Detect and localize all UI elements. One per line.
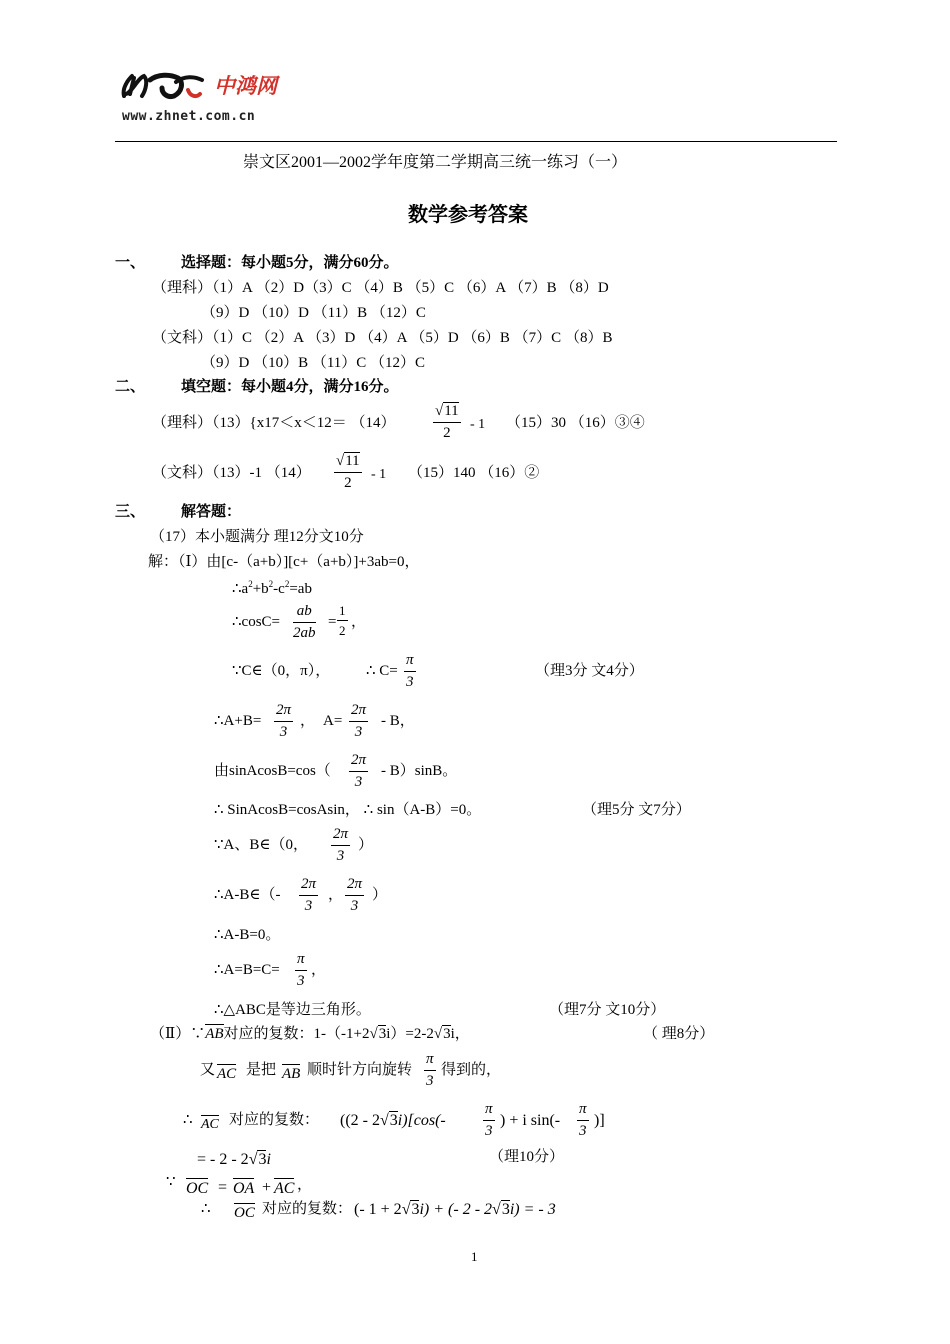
half-fraction: $\frac{1}{2}$ (339, 603, 346, 638)
solution-line-14-b: 是把 (246, 1062, 277, 1078)
solution-line-4: ∵C∈（0，π）， (232, 663, 331, 679)
solution-line-17-eq: = (218, 1179, 228, 1196)
solution-line-11-b: ， (311, 962, 327, 978)
fill-li-fraction: $\frac{√11}{2}$ (435, 403, 459, 441)
pi-over-3-fraction-4: $\frac{\pi}{3}$ (485, 1101, 493, 1139)
choice-li-row-2: （9）D （10）D （11）B （12）C (201, 305, 426, 321)
solution-line-17-comma: ， (297, 1177, 313, 1193)
two-pi-over-3-fraction-4: $\frac{2\pi}{3}$ (333, 826, 349, 864)
vector-oa: OA (233, 1180, 255, 1197)
solution-line-9-a: ∴A-B∈（- (214, 887, 281, 903)
solution-line-4-c: ∴ C= (366, 663, 398, 679)
solution-line-12: ∴△ABC是等边三角形。 (214, 1002, 371, 1018)
vector-ac-3: AC (274, 1180, 295, 1197)
header-rule (115, 141, 837, 142)
solution-line-7: ∴ SinAcosB=cosAsin， ∴ sin（A-B）=0。 (214, 802, 482, 818)
vector-ac-2: AC (201, 1117, 219, 1132)
logo-url: www.zhnet.com.cn (122, 109, 256, 124)
solution-line-14-d: 得到的， (441, 1062, 502, 1078)
solution-line-9-b: ， (328, 887, 344, 903)
score-4: （ 理8分） (643, 1026, 715, 1042)
score-2: （理5分 文7分） (582, 802, 691, 818)
logo-brand: 中鸿网 (214, 74, 277, 98)
solution-line-15-a: ∴ (183, 1112, 193, 1128)
solution-line-17-plus: + (262, 1179, 272, 1196)
two-pi-over-3-fraction-2: $\frac{2\pi}{3}$ (351, 702, 367, 740)
section-3-title: 解答题： (181, 504, 242, 520)
solution-line-2: $\therefore a^2+b^2-c^2=ab$ (232, 579, 312, 597)
two-pi-over-3-fraction-1: $\frac{2\pi}{3}$ (276, 702, 292, 740)
page-number: 1 (471, 1249, 478, 1264)
vector-oc-2: OC (234, 1205, 255, 1221)
solution-line-5-c: A= (323, 713, 343, 729)
choice-li-row-1: （理科）（1）A （2）D（3）C （4）B （5）C （6）A （7）B （8）D (152, 280, 609, 296)
pi-over-3-fraction-5: $\frac{\pi}{3}$ (579, 1101, 587, 1139)
section-2-title: 填空题：每小题4分，满分16分。 (181, 379, 399, 395)
solution-line-15-formula-c: )] (594, 1112, 605, 1129)
solution-line-9-c: ） (372, 887, 388, 903)
solution-line-5-a: ∴A+B= (214, 713, 262, 729)
solution-line-18-b: 对应的复数： (262, 1201, 353, 1217)
vector-ab: AB (282, 1066, 301, 1082)
solution-line-10: ∴A-B=0。 (214, 927, 281, 943)
choice-wen-row-1: （文科）（1）C （2）A （3）D （4）A （5）D （6）B （7）C （8）B (152, 330, 613, 346)
pi-over-3-fraction: $\frac{\pi}{3}$ (406, 652, 414, 690)
solution-line-13: （Ⅱ）∵AB对应的复数：1-（-1+2√3i）=2-2√3i， (150, 1026, 470, 1042)
solution-line-15-formula-b: ) + i sin(- (500, 1112, 561, 1129)
solution-line-15-formula-a: ((2 - 2√3i)[cos(- (340, 1112, 446, 1129)
solution-line-11-a: ∴A=B=C= (214, 962, 280, 978)
page-title: 数学参考答案 (408, 204, 528, 226)
section-1-number: 一、 (115, 255, 146, 271)
q17-header: （17）本小题满分 理12分文10分 (150, 529, 364, 545)
two-pi-over-3-fraction-3: $\frac{2\pi}{3}$ (351, 752, 367, 790)
solution-line-16: = - 2 - 2√3i (197, 1151, 271, 1168)
score-1: （理3分 文4分） (535, 663, 644, 679)
fill-wen-fraction: $\frac{√11}{2}$ (336, 453, 360, 491)
pi-over-3-fraction-2: $\frac{\pi}{3}$ (297, 951, 305, 989)
vector-ac: AC (217, 1066, 237, 1082)
solution-line-5-b: ， (300, 713, 316, 729)
solution-line-15-b: 对应的复数： (229, 1112, 320, 1128)
solution-line-6-b: - B）sinB。 (381, 763, 458, 779)
fill-wen-minus: - 1 (371, 467, 387, 482)
solution-line-3-label: ∴cosC= (232, 614, 281, 630)
section-1-title: 选择题：每小题5分，满分60分。 (181, 255, 399, 271)
solution-line-1: 解：（Ⅰ）由[c-（a+b）][c+（a+b）]+3ab=0， (148, 554, 420, 570)
vector-oc: OC (186, 1180, 209, 1197)
score-3: （理7分 文10分） (549, 1002, 666, 1018)
section-2-number: 二、 (115, 379, 146, 395)
cos-fraction: $\frac{ab}{2ab}$ (293, 603, 316, 641)
comma: ， (351, 614, 367, 630)
solution-line-14-a: 又 (200, 1062, 216, 1078)
fill-li-part-a: （理科）（13）{x17＜x＜12＝ （14） (152, 415, 396, 431)
fill-li-part-b: （15）30 （16）③④ (506, 415, 645, 431)
solution-line-5-d: - B， (381, 713, 415, 729)
solution-line-6-a: 由sinAcosB=cos（ (214, 763, 331, 779)
choice-wen-row-2: （9）D （10）B （11）C （12）C (201, 355, 426, 371)
two-pi-over-3-fraction-6: $\frac{2\pi}{3}$ (347, 876, 363, 914)
pi-over-3-fraction-3: $\frac{\pi}{3}$ (426, 1051, 434, 1089)
fill-wen-part-a: （文科）（13）-1 （14） (152, 465, 311, 481)
fill-li-minus: - 1 (470, 417, 486, 432)
solution-line-8-a: ∵A、B∈（0， (214, 837, 308, 853)
solution-line-18-a: ∴ (201, 1201, 211, 1217)
solution-line-18-formula: (- 1 + 2√3i) + (- 2 - 2√3i) = - 3 (354, 1201, 556, 1218)
solution-line-8-b: ） (358, 837, 374, 853)
solution-line-14-c: 顺时针方向旋转 (307, 1062, 413, 1078)
section-3-number: 三、 (115, 504, 146, 520)
score-5: （理10分） (489, 1149, 565, 1165)
solution-line-17-a: ∵ (166, 1174, 176, 1190)
logo-mark-icon (118, 70, 208, 104)
page-subtitle: 崇文区2001—2002学年度第二学期高三统一练习（一） (243, 154, 628, 171)
fill-wen-part-b: （15）140 （16）② (408, 465, 540, 481)
equals-sign: = (328, 614, 337, 630)
two-pi-over-3-fraction-5: $\frac{2\pi}{3}$ (301, 876, 317, 914)
